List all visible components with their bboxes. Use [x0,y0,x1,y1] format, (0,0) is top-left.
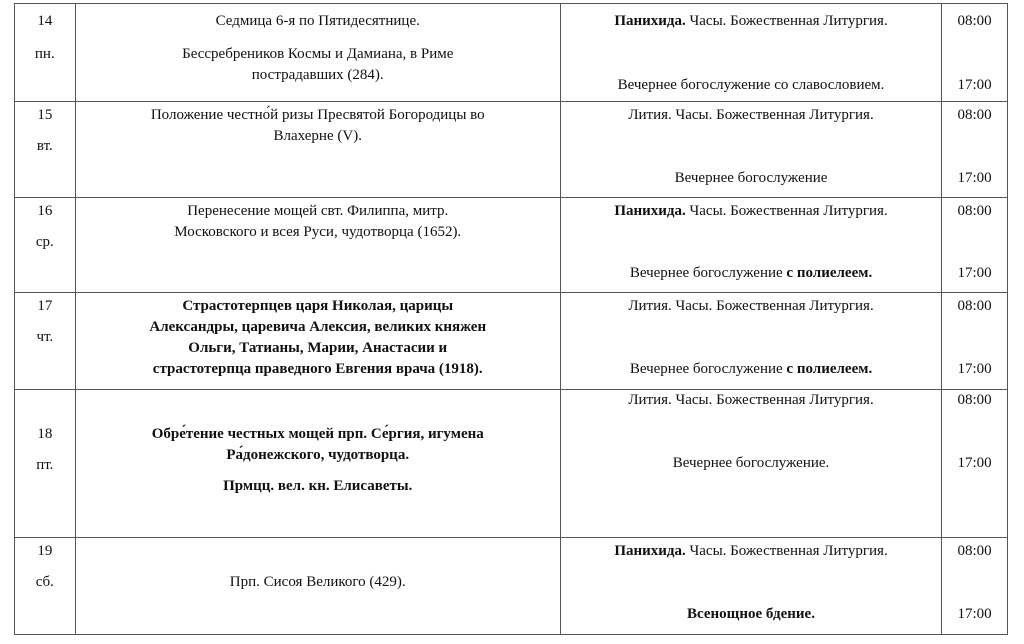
feast-line: Прмцц. вел. кн. Елисаветы. [223,478,413,494]
evening-service: Всенощное бдение. [687,606,815,622]
morning-service: Лития. Часы. Божественная Литургия. [628,107,874,123]
weekday: пн. [34,46,55,62]
evening-time: 17:00 [957,606,992,622]
feast-line: страстотерпца праведного Евгения врача (1918). [152,361,483,377]
time-cell [942,293,1008,390]
evening-service: Вечернее богослужение. [672,455,830,471]
day-number: 18 [37,426,53,442]
time-cell [942,102,1008,198]
time-cell [942,390,1008,538]
morning-service: Лития. Часы. Божественная Литургия. [628,392,874,408]
morning-service: Панихида. Часы. Божественная Литургия. [614,203,888,219]
weekday: сб. [35,574,54,590]
feast-line: Московского и всея Руси, чудотворца (1652). [174,224,462,240]
morning-service: Лития. Часы. Божественная Литургия. [628,298,874,314]
day-cell [15,390,76,538]
evening-service: Вечернее богослужение с полиелеем. [629,361,873,377]
feast-cell [75,4,560,102]
feast-line: Положение честно́й ризы Пресвятой Богородицы во [150,107,485,123]
services-cell [560,538,941,635]
services-cell [560,198,941,293]
services-cell [560,102,941,198]
feast-line: Бессребреников Космы и Дамиана, в Риме [182,46,454,62]
weekday: чт. [36,329,54,345]
weekday: ср. [35,234,54,250]
table-row [15,390,1008,538]
feast-line: Седмица 6-я по Пятидесятнице. [215,13,420,29]
services-cell [560,390,941,538]
table-row [15,538,1008,635]
feast-cell [75,102,560,198]
services-cell [560,4,941,102]
feast-line: Прп. Сисоя Великого (429). [229,574,406,590]
morning-service: Панихида. Часы. Божественная Литургия. [614,543,888,559]
weekday: вт. [36,138,53,154]
day-number: 19 [37,543,53,559]
day-cell [15,4,76,102]
day-cell [15,102,76,198]
day-number: 15 [37,107,53,123]
day-number: 17 [37,298,53,314]
feast-line: пострадавших (284). [251,67,384,83]
table-row [15,4,1008,102]
weekday: пт. [36,457,54,473]
morning-time: 08:00 [957,107,992,123]
table-row [15,293,1008,390]
feast-cell [75,538,560,635]
morning-time: 08:00 [957,13,992,29]
schedule-table [14,3,1008,635]
morning-time: 08:00 [957,392,992,408]
feast-line: Ра́донежского, чудотворца. [226,447,410,463]
day-number: 16 [37,203,53,219]
evening-time: 17:00 [957,361,992,377]
feast-cell [75,293,560,390]
day-cell [15,293,76,390]
morning-time: 08:00 [957,298,992,314]
morning-time: 08:00 [957,543,992,559]
time-cell [942,198,1008,293]
table-row [15,102,1008,198]
day-cell [15,198,76,293]
feast-line: Страстотерпцев царя Николая, царицы [182,298,454,314]
evening-time: 17:00 [957,170,992,186]
services-cell [560,293,941,390]
feast-line: Влахерне (V). [273,128,362,144]
time-cell [942,4,1008,102]
feast-cell [75,198,560,293]
evening-time: 17:00 [957,265,992,281]
day-cell [15,538,76,635]
morning-time: 08:00 [957,203,992,219]
time-cell [942,538,1008,635]
evening-service: Вечернее богослужение с полиелеем. [629,265,873,281]
table-row [15,198,1008,293]
feast-cell [75,390,560,538]
feast-line: Обре́тение честных мощей прп. Се́ргия, игумена [151,426,484,442]
feast-line: Перенесение мощей свт. Филиппа, митр. [187,203,449,219]
evening-service: Вечернее богослужение со славословием. [617,77,885,93]
evening-time: 17:00 [957,455,992,471]
morning-service: Панихида. Часы. Божественная Литургия. [614,13,888,29]
evening-service: Вечернее богослужение [674,170,828,186]
feast-line: Ольги, Татианы, Марии, Анастасии и [188,340,448,356]
evening-time: 17:00 [957,77,992,93]
day-number: 14 [37,13,53,29]
feast-line: Александры, царевича Алексия, великих княжен [149,319,487,335]
